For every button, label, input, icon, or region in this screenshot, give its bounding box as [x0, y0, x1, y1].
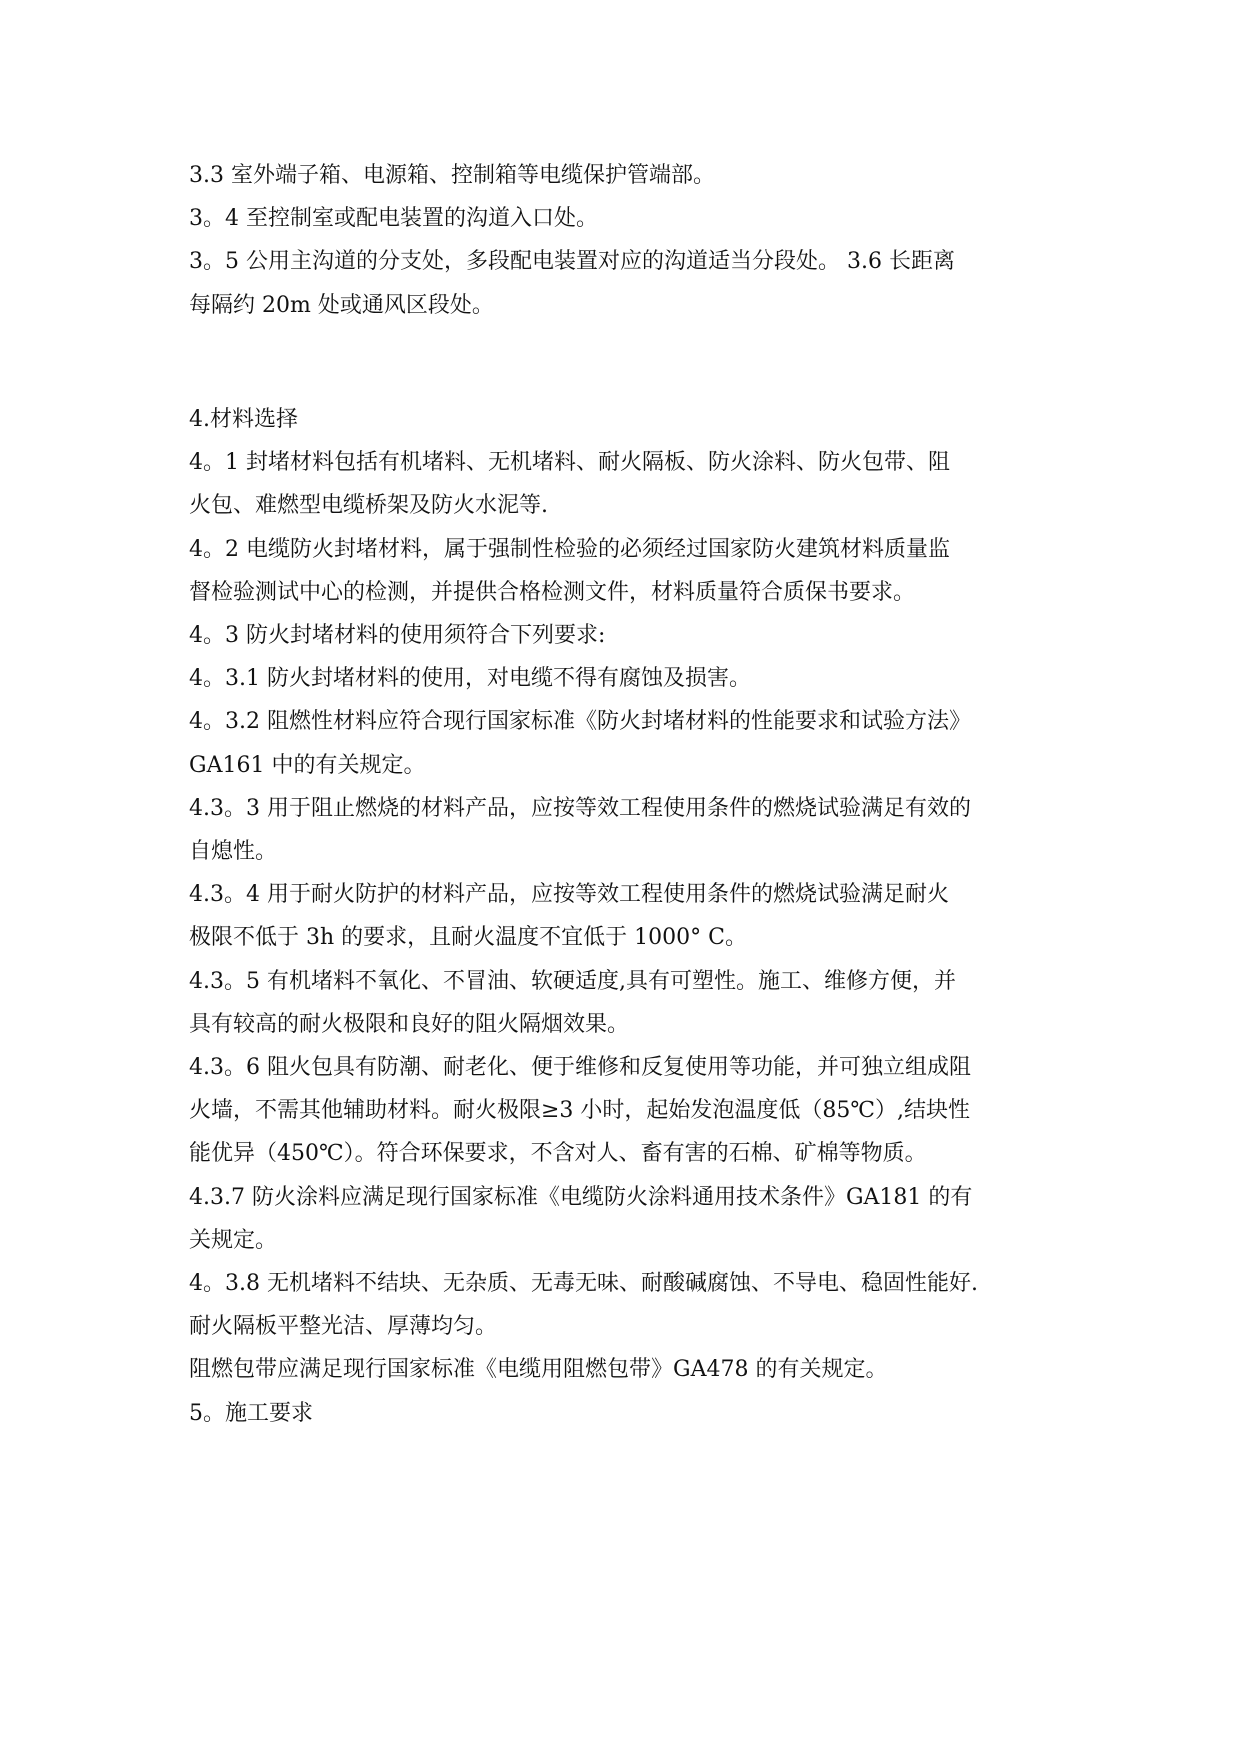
text-line: 每隔约 20m 处或通风区段处。	[189, 292, 494, 318]
text-line: 督检验测试中心的检测，并提供合格检测文件，材料质量符合质保书要求。	[189, 579, 916, 605]
text-line: 火墙，不需其他辅助材料。耐火极限≥3 小时，起始发泡温度低（85℃）,结块性	[189, 1098, 971, 1124]
text-line: 4。2 电缆防火封堵材料，属于强制性检验的必须经过国家防火建筑材料质量监	[189, 536, 950, 562]
text-line: 阻燃包带应满足现行国家标准《电缆用阻燃包带》GA478 的有关规定。	[189, 1357, 888, 1383]
text-line: 耐火隔板平整光洁、厚薄均匀。	[189, 1314, 498, 1340]
text-line: 4.3。6 阻火包具有防潮、耐老化、便于维修和反复使用等功能，并可独立组成阻	[189, 1055, 971, 1081]
text-line: 4.3。4 用于耐火防护的材料产品，应按等效工程使用条件的燃烧试验满足耐火	[189, 882, 949, 908]
text-line: 3。4 至控制室或配电装置的沟道入口处。	[189, 206, 598, 232]
text-line: 4.3.7 防火涂料应满足现行国家标准《电缆防火涂料通用技术条件》GA181 的有	[189, 1184, 973, 1210]
section-heading: 5。施工要求	[189, 1400, 313, 1426]
text-line: 火包、难燃型电缆桥架及防火水泥等.	[189, 493, 548, 519]
text-line: 能优异（450℃）。符合环保要求，不含对人、畜有害的石棉、矿棉等物质。	[189, 1141, 927, 1167]
text-line: 4。3.2 阻燃性材料应符合现行国家标准《防火封堵材料的性能要求和试验方法》	[189, 709, 971, 735]
section-4-text	[189, 398, 1069, 1435]
text-line: 自熄性。	[189, 839, 278, 865]
text-line: 4。3 防火封堵材料的使用须符合下列要求:	[189, 623, 606, 649]
text-line: 关规定。	[189, 1227, 278, 1253]
text-line: 4.3。3 用于阻止燃烧的材料产品，应按等效工程使用条件的燃烧试验满足有效的	[189, 795, 971, 821]
section-heading: 4.材料选择	[189, 407, 298, 432]
text-line: 4。1 封堵材料包括有机堵料、无机堵料、耐火隔板、防火涂料、防火包带、阻	[189, 450, 950, 476]
text-line: 具有较高的耐火极限和良好的阻火隔烟效果。	[189, 1011, 630, 1037]
text-line: 极限不低于 3h 的要求，且耐火温度不宜低于 1000° C。	[189, 925, 747, 951]
text-line: 4。3.8 无机堵料不结块、无杂质、无毒无味、耐酸碱腐蚀、不导电、稳固性能好.	[189, 1271, 978, 1297]
text-line: 4.3。5 有机堵料不氧化、不冒油、软硬适度,具有可塑性。施工、维修方便，并	[189, 968, 956, 994]
text-line: 4。3.1 防火封堵材料的使用，对电缆不得有腐蚀及损害。	[189, 666, 751, 692]
section-3-text	[189, 154, 1069, 327]
text-line: 3.3 室外端子箱、电源箱、控制箱等电缆保护管端部。	[189, 163, 715, 188]
text-line: GA161 中的有关规定。	[189, 752, 426, 778]
text-line: 3。5 公用主沟道的分支处，多段配电装置对应的沟道适当分段处。 3.6 长距离	[189, 249, 955, 275]
